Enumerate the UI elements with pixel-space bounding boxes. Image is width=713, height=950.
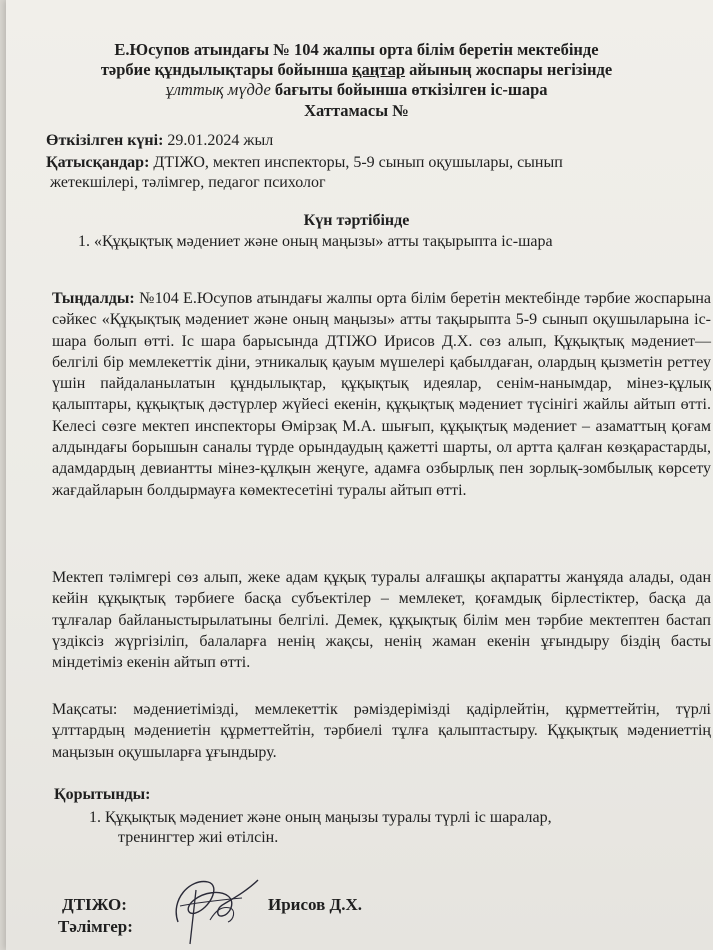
participants-row-cont: жетекшілері, тәлімгер, педагог психолог: [50, 174, 326, 191]
resolution-item-1-cont: тренингтер жиі өтілсін.: [118, 829, 279, 846]
heard-paragraph: Тыңдалды: №104 Е.Юсупов атындағы жалпы орта білім беретін мектебінде тәрбие жоспарына сәйкес «Құқықтық мәдениет және оның маңызы» атты тақырыпта 5-9 сынып оқушыларына іс-шара болып өтті. Іс шара барысында ДТІЖО Ирисов Д.Х. сөз алып, Құқықтық мәдениет— белгілі бір мемлекеттік діни, этникалық қауым мүшелері қабылдаған, олардың қызметін реттеу үшін пайдаланылатын құндылықтар, құқықтық идеялар, сенім-нанымдар, мінез-құлық қалыптары, құқықтық дәстүрлер жүйесі екенін, құқықтық мәдениет түсінігі жайлы айтып өтті. Келесі сөзге мектеп инспекторы Өмірзақ М.А. шығып, құқықтық мәдениет – азаматтың қоғам алдындағы борышын саналы түрде орындаудың қажетті шарты, ол артта қалған көзқарастарды, адамдардың девиантты мінез-құлқын жеңуге, адамға озбырлық пен зорлық-зомбылық көрсету жағдайларын болдырмауға көмектесетіні туралы айтып өтті.: [52, 290, 711, 499]
signature-role-2: Тәлімгер:: [58, 917, 133, 936]
resolution-heading: Қорытынды:: [54, 786, 151, 803]
date-row: Өткізілген күні: 29.01.2024 жыл: [46, 132, 274, 149]
handwritten-signature: [150, 860, 280, 950]
mentor-paragraph: Мектеп тәлімгері сөз алып, жеке адам құқық туралы алғашқы ақпаратты жанұяда алады, одан кейін құқықтық тәрбиеге басқа субъектілер – мемлекет, қоғамдық бірлестіктер, басқа да тұлғалар байланыстырылатыны белгілі. Демек, құқықтық білім мен тәрбие мектептен бастап үздіксіз жүргізіліп, балаларға ненің жақсы, ненің жаман екенін ұғындыру біздің басты міндетіміз екенін айтып өтті.: [52, 569, 711, 672]
header-line-1: Е.Юсупов атындағы № 104 жалпы орта білім беретін мектебінде: [114, 40, 599, 59]
agenda-item-1: 1. «Құқықтық мәдениет және оның маңызы» атты тақырыпта іс-шара: [78, 233, 553, 250]
agenda-heading: Күн тәртібінде: [303, 212, 410, 229]
month-underlined: қаңтар: [352, 60, 406, 79]
document-title: Хаттамасы №: [304, 101, 409, 120]
participants-row: Қатысқандар: ДТІЖО, мектеп инспекторы, 5-9 сынып оқушылары, сынып: [46, 154, 563, 171]
header-line-2: тәрбие құндылықтары бойынша қаңтар айының жоспары негізінде: [100, 60, 613, 79]
resolution-item-1: 1. Құқықтық мәдениет және оның маңызы туралы түрлі іс шаралар,: [89, 809, 552, 826]
signature-role-1: ДТІЖО:: [62, 895, 127, 914]
header-line-3: ұлттық мүдде бағыты бойынша өткізілген іс-шара: [165, 80, 548, 99]
signature-name-1: Ирисов Д.Х.: [268, 895, 362, 914]
goal-paragraph: Мақсаты: мәдениетімізді, мемлекеттік рәміздерімізді қадірлейтін, құрметтейтін, түрлі ұлттардың мәдениетін құрметтейтін, тәрбиелі тұлға қалыптастыру. Құқықтық мәдениеттің маңызын оқушыларға ұғындыру.: [52, 701, 711, 761]
